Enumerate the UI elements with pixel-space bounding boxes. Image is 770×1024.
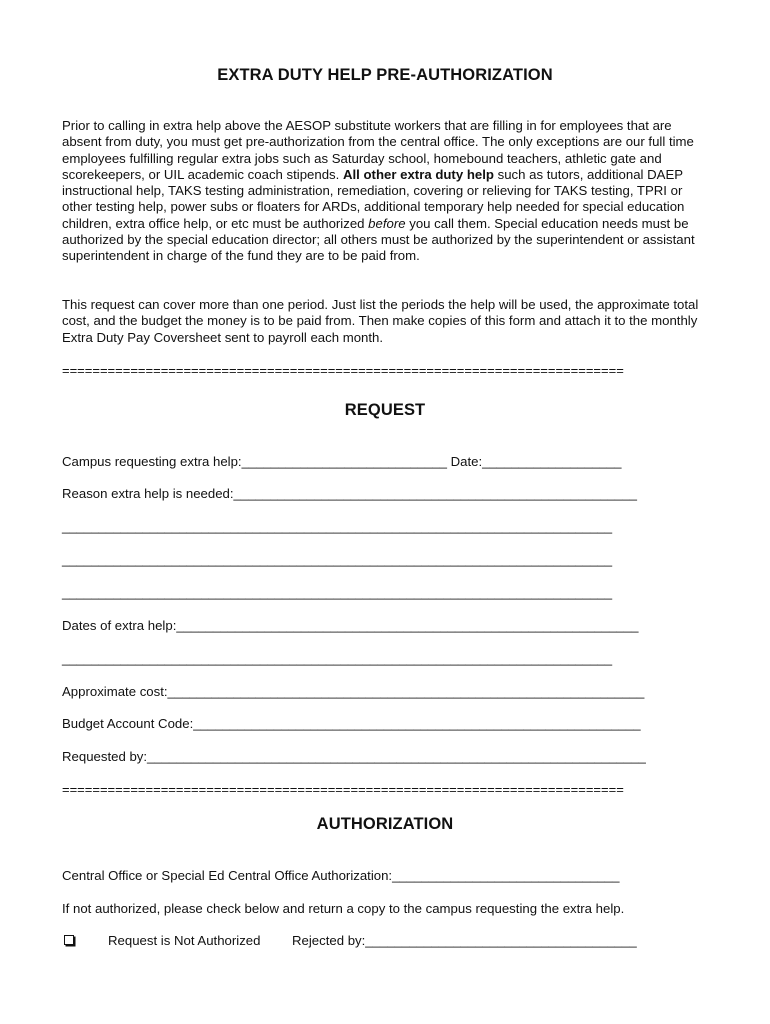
dates-field[interactable]: Dates of extra help:_______________________________________________________________	[62, 618, 639, 633]
intro-text-2: such as tutors, additional DAEP instructional help, TAKS testing administration, remediation, covering or relieving for TAKS testing, TPRI or other testing help, power subs or floaters for ARDs, additional temporary help needed for special education children, extra office help, or etc must be authorized	[62, 166, 685, 231]
intro-text-1: Prior to calling in extra help above the AESOP substitute workers that are filling in for employees that are absent from duty, you must get pre-authorization from the central office. The only exceptions are our full time employees fulfilling regular extra jobs such as Saturday school, homebound teachers, athletic gate and scorekeepers, or UIL academic coach stipends.	[62, 118, 694, 182]
budget-code-field[interactable]: Budget Account Code:_____________________________________________________________	[62, 716, 641, 731]
intro-italic-text: before	[368, 215, 406, 231]
campus-date-field[interactable]: Campus requesting extra help:____________________________ Date:___________________	[62, 454, 622, 469]
reason-blank-line-2[interactable]: ___________________________________________________________________________	[62, 552, 613, 567]
not-authorized-checkbox[interactable]	[64, 935, 74, 945]
reason-field[interactable]: Reason extra help is needed:_______________________________________________________	[62, 486, 637, 501]
reason-blank-line-3[interactable]: ___________________________________________________________________________	[62, 585, 613, 600]
dates-blank-line[interactable]: ___________________________________________________________________________	[62, 651, 613, 666]
cost-field[interactable]: Approximate cost:_________________________________________________________________	[62, 684, 645, 699]
request-heading: REQUEST	[344, 401, 426, 419]
reason-blank-line-1[interactable]: ___________________________________________________________________________	[62, 519, 613, 534]
instructions-paragraph: This request can cover more than one period. Just list the periods the help will be used, the approximate total cost, and the budget the money is to be paid from. Then make copies of this form and attach it to the monthly Extra Duty Pay Coversheet sent to payroll each month.	[62, 297, 699, 345]
separator-top: ==========================================================================	[62, 363, 624, 378]
intro-paragraph	[62, 118, 712, 265]
requested-by-field[interactable]: Requested by:____________________________________________________________________	[62, 749, 646, 764]
rejected-by-field[interactable]: Rejected by:_____________________________________	[292, 933, 637, 948]
authorization-heading: AUTHORIZATION	[316, 815, 454, 833]
separator-bottom: ==========================================================================	[62, 782, 624, 797]
not-authorized-note: If not authorized, please check below and return a copy to the campus requesting the extra help.	[62, 901, 625, 916]
intro-bold-text: All other extra duty help	[342, 166, 494, 182]
not-authorized-label: Request is Not Authorized	[108, 933, 261, 948]
central-office-authorization-field[interactable]: Central Office or Special Ed Central Office Authorization:_______________________________	[62, 868, 620, 883]
intro-text-3: you call them. Special education needs must be authorized by the special education director; all others must be authorized by the superintendent or assistant superintendent in charge of the fund they are to be paid from.	[62, 215, 695, 264]
page-title: EXTRA DUTY HELP PRE-AUTHORIZATION	[217, 66, 553, 84]
